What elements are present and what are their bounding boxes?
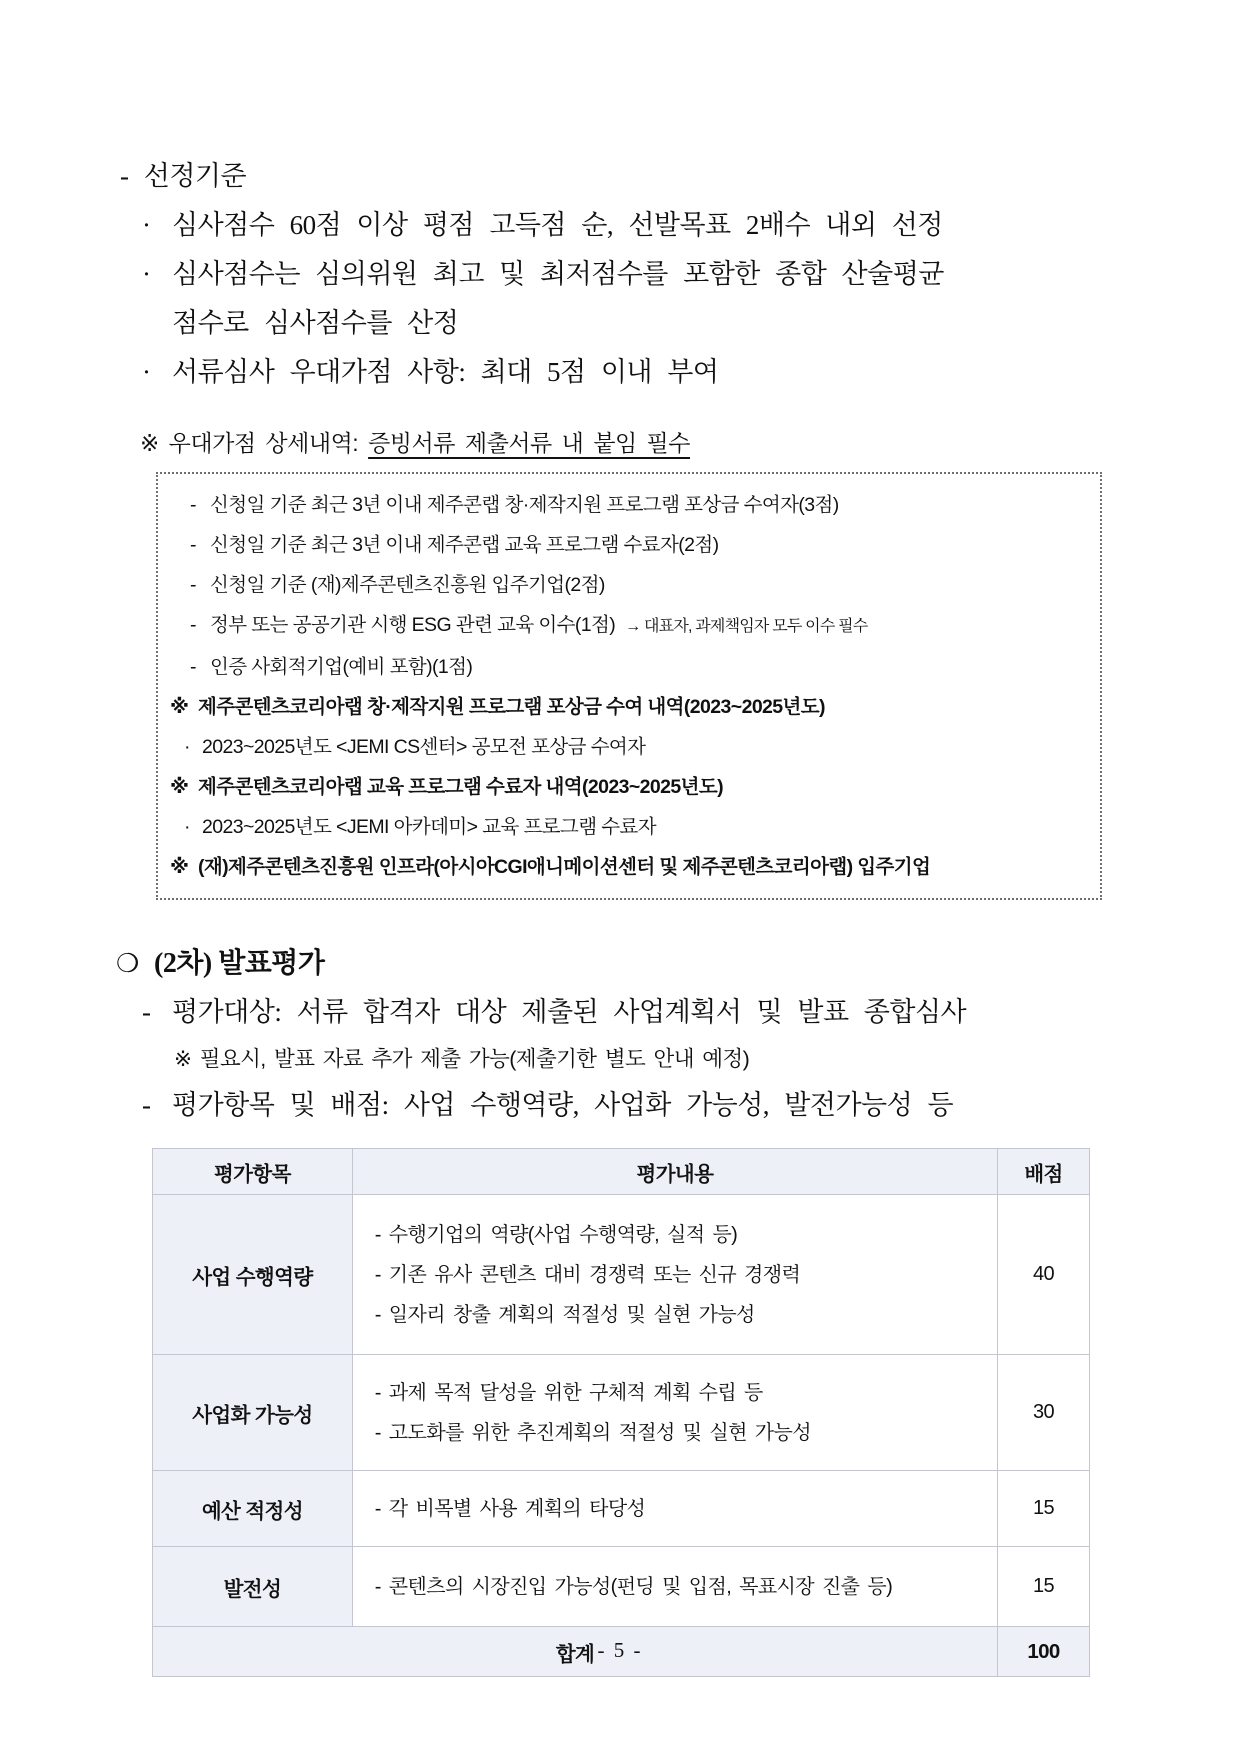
dash-bullet: - [190,494,196,516]
dot-bullet: · [142,210,151,240]
detail-line-suffix: → 대표자, 과제책임자 모두 이수 필수 [625,618,868,635]
detail-note-line [168,687,1086,727]
bonus-note-underlined: 증빙서류 제출서류 내 붙임 필수 [368,430,690,456]
evaluation-items-text: 평가항목 및 배점: 사업 수행역량, 사업화 가능성, 발전가능성 등 [172,1090,954,1120]
detail-sub-line [168,807,1086,847]
criteria-line-text: 서류심사 우대가점 사항: 최대 5점 이내 부여 [172,357,719,387]
total-score: 100 [998,1627,1090,1677]
bonus-note-prefix: 우대가점 상세내역: [168,430,369,456]
detail-line-text: (재)제주콘텐츠진흥원 인프라(아시아CGI애니메이션센터 및 제주콘텐츠코리아랩) 입주기업 [198,856,931,878]
reference-mark: ※ [170,856,189,878]
evaluation-target-line [142,988,1112,1037]
row-item-label: 발전성 [153,1547,353,1627]
circle-bullet: ❍ [116,949,139,978]
dash-bullet: - [190,534,196,556]
row-item-label: 사업 수행역량 [153,1195,353,1355]
dash-bullet: - [142,997,151,1027]
detail-line-text: 제주콘텐츠코리아랩 창·제작지원 프로그램 포상금 수여 내역(2023~2025년도) [198,696,825,718]
header-content: 평가내용 [352,1149,997,1195]
detail-line-text: 제주콘텐츠코리아랩 교육 프로그램 수료자 내역(2023~2025년도) [198,776,724,798]
criteria-line [142,201,1112,250]
evaluation-target-text: 평가대상: 서류 합격자 대상 제출된 사업계획서 및 발표 종합심사 [172,997,967,1027]
detail-line [168,647,1086,687]
selection-criteria-heading: - 선정기준 [120,161,247,191]
detail-item: - 기존 유사 콘텐츠 대비 경쟁력 또는 신규 경쟁력 [374,1263,801,1286]
table-row [153,1355,1090,1471]
detail-line [168,565,1086,605]
detail-note-line [168,767,1086,807]
row-details [352,1195,997,1355]
evaluation-criteria-table [152,1148,1090,1677]
criteria-line-continuation [172,299,1112,348]
criteria-line [142,348,1112,397]
detail-line [168,605,1086,647]
dash-bullet: - [190,656,196,678]
total-label: 합계 [153,1627,998,1677]
detail-line-text: 신청일 기준 (재)제주콘텐츠진흥원 입주기업(2점) [210,574,605,596]
reference-mark: ※ [170,776,189,798]
presentation-evaluation-title: (2차) 발표평가 [154,948,325,979]
detail-line [168,525,1086,565]
row-details [352,1471,997,1547]
detail-note-line [168,847,1086,887]
row-details [352,1355,997,1471]
detail-line-text: 인증 사회적기업(예비 포함)(1점) [210,656,473,678]
dot-bullet: · [184,816,190,838]
evaluation-items-line [142,1081,1112,1130]
detail-item: - 일자리 창출 계획의 적절성 및 실현 가능성 [374,1303,755,1326]
dot-bullet: · [184,736,190,758]
detail-item: - 과제 목적 달성을 위한 구체적 계획 수립 등 [374,1381,763,1404]
row-item-label: 사업화 가능성 [153,1355,353,1471]
dash-bullet: - [190,614,196,636]
detail-line-text: 2023~2025년도 <JEMI 아카데미> 교육 프로그램 수료자 [202,816,656,838]
criteria-line-text: 점수로 심사점수를 산정 [172,308,459,338]
table-row [153,1195,1090,1355]
criteria-line-text: 심사점수 60점 이상 평점 고득점 순, 선발목표 2배수 내외 선정 [172,210,943,240]
detail-sub-line [168,727,1086,767]
header-item: 평가항목 [153,1149,353,1195]
dash-bullet: - [190,574,196,596]
detail-line-text: 정부 또는 공공기관 시행 ESG 관련 교육 이수(1점) [210,614,616,636]
criteria-line-text: 심사점수는 심의위원 최고 및 최저점수를 포함한 종합 산술평균 [172,259,944,289]
reference-mark: ※ [140,430,159,456]
table-row [153,1471,1090,1547]
detail-item: - 고도화를 위한 추진계획의 적절성 및 실현 가능성 [374,1421,811,1444]
bonus-detail-box [156,472,1102,900]
header-score: 배점 [998,1149,1090,1195]
table-header-row [153,1149,1090,1195]
dot-bullet: · [142,259,151,289]
row-score: 40 [998,1195,1090,1355]
row-details [352,1547,997,1627]
detail-item: - 콘텐츠의 시장진입 가능성(펀딩 및 입점, 목표시장 진출 등) [374,1575,893,1598]
row-score: 15 [998,1547,1090,1627]
dash-bullet: - [142,1090,151,1120]
detail-item: - 각 비목별 사용 계획의 타당성 [374,1497,646,1520]
reference-mark: ※ [170,696,189,718]
criteria-line [142,250,1112,299]
detail-line-text: 2023~2025년도 <JEMI CS센터> 공모전 포상금 수여자 [202,736,646,758]
bonus-points-note [140,425,1112,458]
detail-item: - 수행기업의 역량(사업 수행역량, 실적 등) [374,1223,738,1246]
row-item-label: 예산 적정성 [153,1471,353,1547]
evaluation-target-note: ※ 필요시, 발표 자료 추가 제출 가능(제출기한 별도 안내 예정) [174,1047,750,1071]
table-row [153,1547,1090,1627]
detail-line-text: 신청일 기준 최근 3년 이내 제주콘랩 교육 프로그램 수료자(2점) [210,534,719,556]
detail-line [168,485,1086,525]
row-score: 30 [998,1355,1090,1471]
dot-bullet: · [142,357,151,387]
page-number: - 5 - [597,1638,643,1662]
row-score: 15 [998,1471,1090,1547]
detail-line-text: 신청일 기준 최근 3년 이내 제주콘랩 창·제작지원 프로그램 포상금 수여자(3점) [210,494,839,516]
presentation-evaluation-heading [116,940,1112,988]
